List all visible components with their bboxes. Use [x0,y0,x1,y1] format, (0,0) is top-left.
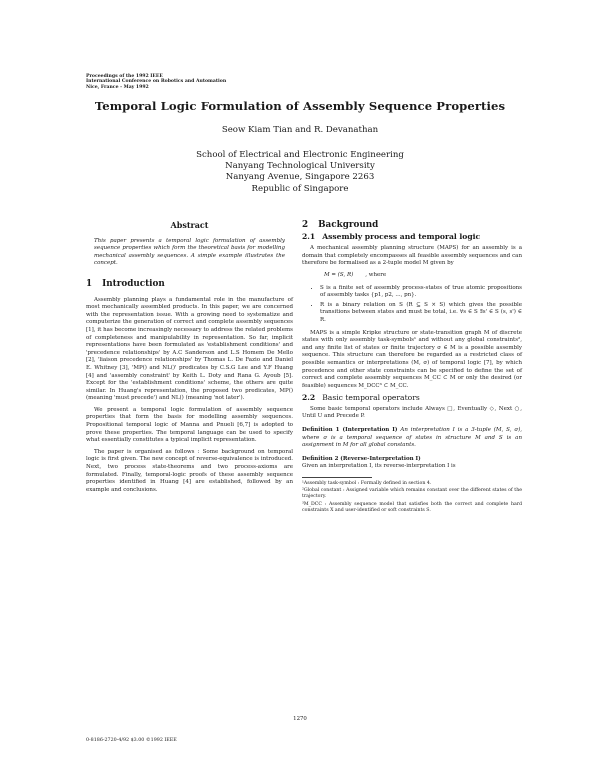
subsection-number: 2.2 [302,393,316,403]
footnote: ¹Assembly task-symbol : Formally defined in section 4. [302,481,432,487]
proceedings-line: Proceedings of the 1992 IEEE [86,74,163,79]
abstract-heading: Abstract [170,220,209,230]
definition-1 [302,427,522,450]
affiliation-line: Republic of Singapore [251,183,349,194]
paragraph: A mechanical assembly planning structure (MAPS) for an assembly is a domain that completely encompasses all feasible assembly sequences and can therefore be formalised as a 2-tuple model M given by [302,245,522,267]
section-number: 2 [302,220,309,230]
affiliation [0,150,600,195]
right-column [302,222,522,515]
equation-where: , where [365,271,387,278]
subsection-heading-assembly [302,233,522,241]
paragraph: Assembly planning plays a fundamental role in the manufacture of most mechanically assembled products. In this paper, we are concerned with the representation issue. With a growing need to systematize and computerize the generation of correct and complete assembly sequences [1], it has become increasingly necessary to address the related problems of completeness and manipulability in representation. So far, implicit representations have been formulated as 'establishment conditions' and 'precedence relationships' by A.C Sanderson and L.S Homem De Mello [2], 'liaison precedence relationships' by Thomas L. De Fazio and Daniel E. Whitney [3], 'MP() and NL()' predicates by C.S.G Lee and Y.F Huang [4] and 'assembly constraint' by Keith L. Doty and Rana G. Ayoub [5]. Except for the 'establishment conditions' scheme, the others are quite similar. In Huang's representation, the proposed two predicates, MP() (meaning 'must precede') and NL() (meaning 'not later'). [86,296,293,402]
subsection-title: Assembly process and temporal logic [322,231,481,241]
left-column [86,222,293,498]
affiliation-line: School of Electrical and Electronic Engineering [196,150,404,160]
paper-title: Temporal Logic Formulation of Assembly Sequence Properties [94,99,506,113]
proceedings-line: International Conference on Robotics and Automation [86,79,227,85]
paragraph: The paper is organised as follows : Some background on temporal logic is first given. The new concept of reverse-equivalence is introduced. Next, two process state-theorems and two process-axioms are formulated. Finally, temporal-logic proofs of these assembly sequence properties identified in Huang [4] are established, followed by an example and conclusions. [86,448,293,493]
subsection-heading-operators [302,394,522,402]
definition-text: Given an interpretation I, its reverse-interpretation I is [302,463,456,470]
footnote: ³M_DCC : Assembly sequence model that satisfies both the correct and complete hard constraints X and user-identified or soft constraints S. [302,501,522,513]
proceedings-header [86,74,226,90]
footnote: ²Global constant : Assigned variable which remains constant over the different states of the trajectory. [302,488,522,500]
section-title: Background [318,220,379,230]
footnote-rule [302,477,372,478]
equation: M = (S, R) [324,271,354,278]
authors: Seow Kiam Tian and R. Devanathan [221,125,379,135]
paragraph: We present a temporal logic formulation of assembly sequence properties that form the basis for modelling assembly sequences. Propositional temporal logic of Manna and Pnueli [6,7] is adopted to prove these properties. The temporal language can be used to specify what essentially constitutes a typical implicit representation. [86,406,293,444]
section-heading-introduction [86,278,293,289]
paragraph: MAPS is a simple Kripke structure or state-transition graph M of discrete states with only assembly task-symbols¹ and without any global constraints², and any finite list of states or finite trajectory σ ∈ M is a possible assembly sequence. This structure can therefore be regarded as a restricted class of possible semantics or interpretations (M, σ) of temporal logic [7], by which precedence and other state constraints can be specified to define the set of correct and complete assembly sequences M_CC ⊂ M or only the desired (or feasible) sequences M_DCC³ ⊂ M_CC. [302,329,522,389]
equation-model [302,272,522,280]
subsection-title: Basic temporal operators [322,393,420,403]
affiliation-line: Nanyang Technological University [225,161,375,172]
isbn-line: 0-8186-2720-4/92 $3.00 ©1992 IEEE [86,738,177,743]
list-item: • R is a binary relation on S (R ⊆ S × S) which gives the possible transitions between states and must be total, i.e. ∀s ∈ S ∃s' ∈ S (s, s') ∈ R. [320,302,522,325]
proceedings-line: Nice, France - May 1992 [86,84,149,90]
definition-text: An interpretation I is a 3-tuple (M, S, σ), where σ is a temporal sequence of states in structure M and S is an assignment in M for all global constants. [302,427,522,449]
section-heading-background [302,222,522,230]
section-title: Introduction [102,278,165,289]
definition-label: Definition 2 (Reverse-Interpretation I) [302,455,421,462]
definition-2 [302,456,522,471]
section-number: 1 [86,278,93,289]
subsection-number: 2.1 [302,231,316,241]
definition-label: Definition 1 (Interpretation I) [302,427,398,434]
page-number: 1270 [293,716,307,722]
abstract-body: This paper presents a temporal logic formulation of assembly sequence properties which form the theoretical basis for modelling mechanical assembly sequences. A simple example illustrates the concept. [94,237,285,267]
paragraph: Some basic temporal operators include Always □, Eventually ◇, Next ○, Until U and Precede P. [302,405,522,420]
affiliation-line: Nanyang Avenue, Singapore 2263 [225,172,375,183]
list-item: • S is a finite set of assembly process-states of true atomic propositions of assembly tasks {p1, p2, ..., pn}. [320,285,522,300]
definition-list [302,285,522,325]
